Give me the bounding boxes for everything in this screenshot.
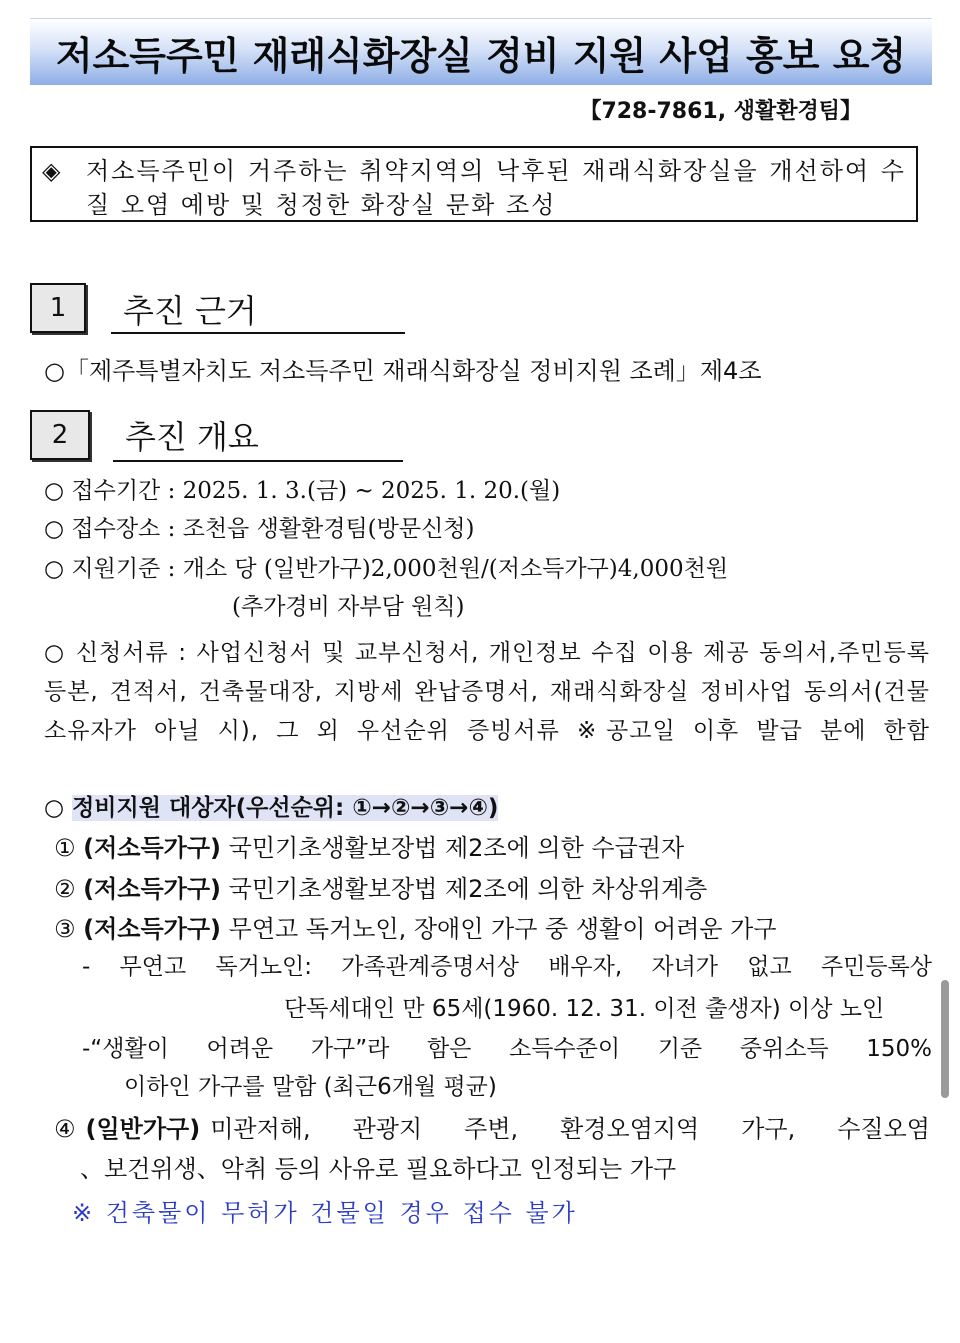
section-title-2: 추진 개요 (113, 412, 403, 462)
documents-paragraph: ○ 신청서류 : 사업신청서 및 교부신청서, 개인정보 수집 이용 제공 동의서,주민등록등본, 견적서, 건축물대장, 지방세 완납증명서, 재래식화장실 정비사업 동의서(건물 소유자가 아닐 시), 그 외 우선순위 증빙서류 ※공고일 이후 발급 분에 한함 (44, 640, 930, 744)
sub-note-1a: - 무연고 독거노인: 가족관계증명서상 배우자, 자녀가 없고 주민등록상 (82, 954, 932, 980)
sub-note-1b: 단독세대인 만 65세(1960. 12. 31. 이전 출생자) 이상 노인 (284, 996, 885, 1022)
section-number-2: 2 (30, 410, 90, 460)
basis-line: ○「제주특별자치도 저소득주민 재래식화장실 정비지원 조례」제4조 (44, 357, 762, 385)
item-4-continuation: 、보건위생、악취 등의 사유로 필요하다고 인정되는 가구 (80, 1155, 677, 1183)
scrollbar-thumb[interactable] (941, 980, 949, 1098)
sub-note-2a: -“생활이 어려운 가구”라 함은 소득수준이 기준 중위소득 150% (82, 1036, 932, 1062)
item-number: ① (54, 834, 76, 862)
criteria-note: (추가경비 자부담 원칙) (232, 594, 465, 620)
item-number: ② (54, 875, 76, 903)
item-text: 국민기초생활보장법 제2조에 의한 차상위계층 (228, 875, 708, 903)
section-title-1: 추진 근거 (111, 286, 405, 334)
item-text: 국민기초생활보장법 제2조에 의한 수급권자 (228, 834, 685, 862)
target-bullet: ○ (44, 795, 65, 821)
sub-note-2b: 이하인 가구를 말함 (최근6개월 평균) (124, 1074, 497, 1100)
item-tag: (저소득가구) (83, 915, 222, 943)
item-tag: (저소득가구) (83, 875, 222, 903)
item-text: 무연고 독거노인, 장애인 가구 중 생활이 어려운 가구 (228, 915, 777, 943)
criteria-line: ○ 지원기준 : 개소 당 (일반가구)2,000천원/(저소득가구)4,000천원 (44, 556, 729, 582)
summary-text: 저소득주민이 거주하는 취약지역의 낙후된 재래식화장실을 개선하여 수질 오염 예방 및 청정한 화장실 문화 조성 (86, 157, 906, 219)
section-number-1: 1 (30, 283, 86, 333)
title-banner (30, 18, 932, 85)
target-heading-text: 정비지원 대상자(우선순위: ①→②→③→④) (72, 795, 499, 821)
diamond-bullet-icon: ◈ (42, 157, 61, 185)
item-tag: (일반가구) (85, 1115, 201, 1143)
item-number: ④ (54, 1115, 76, 1143)
item-number: ③ (54, 915, 76, 943)
list-item (54, 874, 707, 904)
list-item (54, 833, 684, 863)
list-item (54, 914, 777, 944)
item-tag: (저소득가구) (83, 834, 222, 862)
summary-box (30, 146, 918, 222)
item-text: 미관저해, 관광지 주변, 환경오염지역 가구, 수질오염 (210, 1115, 930, 1143)
target-heading (44, 793, 498, 823)
contact-info: 【728-7861, 생활환경팀】 (579, 99, 862, 124)
list-item-4 (54, 1114, 930, 1144)
period-line: ○ 접수기간 : 2025. 1. 3.(금) ~ 2025. 1. 20.(월) (44, 478, 561, 504)
place-line: ○ 접수장소 : 조천읍 생활환경팀(방문신청) (44, 516, 475, 542)
page-title: 저소득주민 재래식화장실 정비 지원 사업 홍보 요청 (55, 33, 907, 78)
notice-text: ※ 건축물이 무허가 건물일 경우 접수 불가 (72, 1199, 578, 1227)
